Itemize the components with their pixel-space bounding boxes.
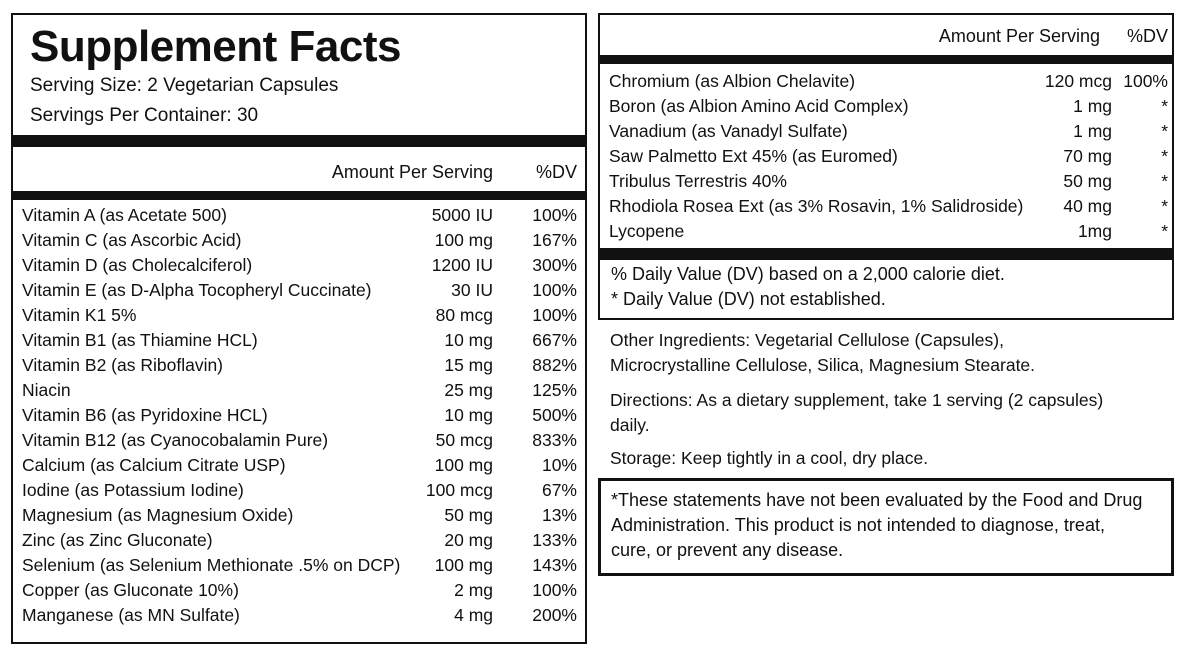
supplement-facts-continued-panel [598, 13, 1174, 320]
nutrient-name: Magnesium (as Magnesium Oxide) [22, 505, 294, 525]
dv-note-calorie: % Daily Value (DV) based on a 2,000 calorie diet. [611, 264, 1005, 284]
nutrient-row [13, 303, 585, 328]
nutrient-row [13, 503, 585, 528]
nutrient-row [13, 378, 585, 403]
nutrient-amount: 4 mg [454, 605, 493, 625]
nutrient-dv: * [1161, 221, 1168, 241]
nutrient-name: Boron (as Albion Amino Acid Complex) [609, 96, 909, 116]
other-ingredients-line: Microcrystalline Cellulose, Silica, Magnesium Stearate. [610, 355, 1036, 375]
nutrient-dv: 133% [532, 530, 577, 550]
nutrient-row [600, 144, 1172, 169]
column-header [600, 15, 1172, 55]
nutrient-row [13, 528, 585, 553]
nutrient-list [600, 64, 1172, 244]
nutrient-dv: 10% [541, 455, 577, 475]
nutrient-dv: 100% [1123, 71, 1168, 91]
disclaimer-line: *These statements have not been evaluated by the Food and Drug [611, 490, 1143, 510]
nutrient-row [600, 69, 1172, 94]
nutrient-row [13, 203, 585, 228]
nutrient-amount: 25 mg [444, 380, 493, 400]
nutrient-amount: 1200 IU [431, 255, 493, 275]
nutrient-dv: 300% [532, 255, 577, 275]
disclaimer-line: cure, or prevent any disease. [611, 540, 844, 560]
directions-line: Directions: As a dietary supplement, take 1 serving (2 capsules) [610, 390, 1104, 410]
nutrient-row [13, 603, 585, 628]
nutrient-dv: 167% [532, 230, 577, 250]
nutrient-name: Vitamin B1 (as Thiamine HCL) [22, 330, 258, 350]
nutrient-amount: 5000 IU [431, 205, 493, 225]
nutrient-dv: 100% [532, 205, 577, 225]
nutrient-row [13, 553, 585, 578]
nutrient-dv: 882% [532, 355, 577, 375]
nutrient-name: Vitamin B2 (as Riboflavin) [22, 355, 224, 375]
nutrient-name: Vitamin K1 5% [22, 305, 137, 325]
dv-notes [600, 260, 1172, 312]
nutrient-row [13, 478, 585, 503]
directions [610, 388, 1170, 438]
nutrient-name: Niacin [22, 380, 71, 400]
nutrient-amount: 1mg [1077, 221, 1112, 241]
nutrient-row [13, 453, 585, 478]
nutrient-amount: 100 mg [434, 555, 493, 575]
nutrient-row [600, 94, 1172, 119]
nutrient-amount: 70 mg [1063, 146, 1112, 166]
nutrient-amount: 50 mcg [435, 430, 493, 450]
fda-disclaimer-box [598, 478, 1174, 576]
nutrient-name: Rhodiola Rosea Ext (as 3% Rosavin, 1% Salidroside) [609, 196, 1024, 216]
divider-mid [600, 55, 1172, 64]
nutrient-name: Vitamin A (as Acetate 500) [22, 205, 227, 225]
amount-header: Amount Per Serving [331, 162, 493, 182]
nutrient-row [13, 253, 585, 278]
nutrient-amount: 80 mcg [435, 305, 493, 325]
nutrient-dv: 13% [541, 505, 577, 525]
divider-thick [600, 248, 1172, 260]
column-header [13, 147, 585, 191]
disclaimer-line: Administration. This product is not intended to diagnose, treat, [611, 515, 1105, 535]
nutrient-name: Iodine (as Potassium Iodine) [22, 480, 244, 500]
nutrient-name: Chromium (as Albion Chelavite) [609, 71, 856, 91]
nutrient-amount: 100 mcg [425, 480, 493, 500]
nutrient-amount: 10 mg [444, 405, 493, 425]
nutrient-amount: 2 mg [454, 580, 493, 600]
nutrient-row [13, 353, 585, 378]
nutrient-dv: 100% [532, 305, 577, 325]
nutrient-dv: 667% [532, 330, 577, 350]
nutrient-amount: 50 mg [1063, 171, 1112, 191]
nutrient-amount: 120 mcg [1044, 71, 1112, 91]
nutrient-row [13, 403, 585, 428]
nutrient-amount: 50 mg [444, 505, 493, 525]
other-ingredients-line: Other Ingredients: Vegetarial Cellulose (Capsules), [610, 330, 1004, 350]
nutrient-name: Saw Palmetto Ext 45% (as Euromed) [609, 146, 898, 166]
servings-per-container: Servings Per Container: 30 [30, 105, 259, 126]
nutrient-row [600, 194, 1172, 219]
nutrient-name: Vanadium (as Vanadyl Sulfate) [609, 121, 848, 141]
nutrient-dv: 500% [532, 405, 577, 425]
nutrient-dv: 125% [532, 380, 577, 400]
nutrient-row [600, 119, 1172, 144]
nutrient-amount: 1 mg [1073, 96, 1112, 116]
nutrient-name: Tribulus Terrestris 40% [609, 171, 787, 191]
nutrient-row [13, 578, 585, 603]
serving-size: Serving Size: 2 Vegetarian Capsules [30, 75, 339, 96]
nutrient-amount: 10 mg [444, 330, 493, 350]
nutrient-row [600, 219, 1172, 244]
nutrient-dv: * [1161, 121, 1168, 141]
nutrient-dv: 200% [532, 605, 577, 625]
page-title: Supplement Facts [30, 22, 401, 71]
nutrient-dv: * [1161, 146, 1168, 166]
nutrient-amount: 30 IU [451, 280, 493, 300]
nutrient-name: Selenium (as Selenium Methionate .5% on DCP) [22, 555, 401, 575]
amount-header: Amount Per Serving [938, 26, 1100, 46]
nutrient-dv: * [1161, 96, 1168, 116]
other-ingredients [610, 328, 1170, 378]
nutrient-amount: 1 mg [1073, 121, 1112, 141]
dv-note-not-established: * Daily Value (DV) not established. [611, 289, 886, 309]
nutrient-row [13, 228, 585, 253]
nutrient-name: Calcium (as Calcium Citrate USP) [22, 455, 286, 475]
nutrient-row [13, 278, 585, 303]
nutrient-dv: 100% [532, 280, 577, 300]
nutrient-name: Manganese (as MN Sulfate) [22, 605, 240, 625]
nutrient-row [13, 428, 585, 453]
dv-header: %DV [1126, 26, 1168, 46]
nutrient-amount: 40 mg [1063, 196, 1112, 216]
nutrient-dv: 143% [532, 555, 577, 575]
nutrient-dv: * [1161, 196, 1168, 216]
nutrient-row [600, 169, 1172, 194]
nutrient-name: Vitamin B12 (as Cyanocobalamin Pure) [22, 430, 329, 450]
divider-thick [13, 135, 585, 147]
nutrient-name: Vitamin B6 (as Pyridoxine HCL) [22, 405, 268, 425]
directions-line: daily. [610, 415, 650, 435]
nutrient-name: Vitamin D (as Cholecalciferol) [22, 255, 253, 275]
nutrient-amount: 100 mg [434, 455, 493, 475]
nutrient-row [13, 328, 585, 353]
dv-header: %DV [535, 162, 577, 182]
nutrient-dv: 100% [532, 580, 577, 600]
nutrient-dv: 833% [532, 430, 577, 450]
nutrient-dv: 67% [541, 480, 577, 500]
nutrient-amount: 100 mg [434, 230, 493, 250]
nutrient-list [13, 200, 585, 628]
storage: Storage: Keep tightly in a cool, dry place. [610, 448, 929, 468]
nutrient-amount: 20 mg [444, 530, 493, 550]
divider-mid [13, 191, 585, 200]
nutrient-name: Zinc (as Zinc Gluconate) [22, 530, 213, 550]
nutrient-name: Vitamin C (as Ascorbic Acid) [22, 230, 242, 250]
nutrient-dv: * [1161, 171, 1168, 191]
nutrient-amount: 15 mg [444, 355, 493, 375]
nutrient-name: Copper (as Gluconate 10%) [22, 580, 239, 600]
nutrient-name: Lycopene [609, 221, 685, 241]
supplement-facts-panel [11, 13, 587, 644]
nutrient-name: Vitamin E (as D-Alpha Tocopheryl Cuccinate) [22, 280, 372, 300]
